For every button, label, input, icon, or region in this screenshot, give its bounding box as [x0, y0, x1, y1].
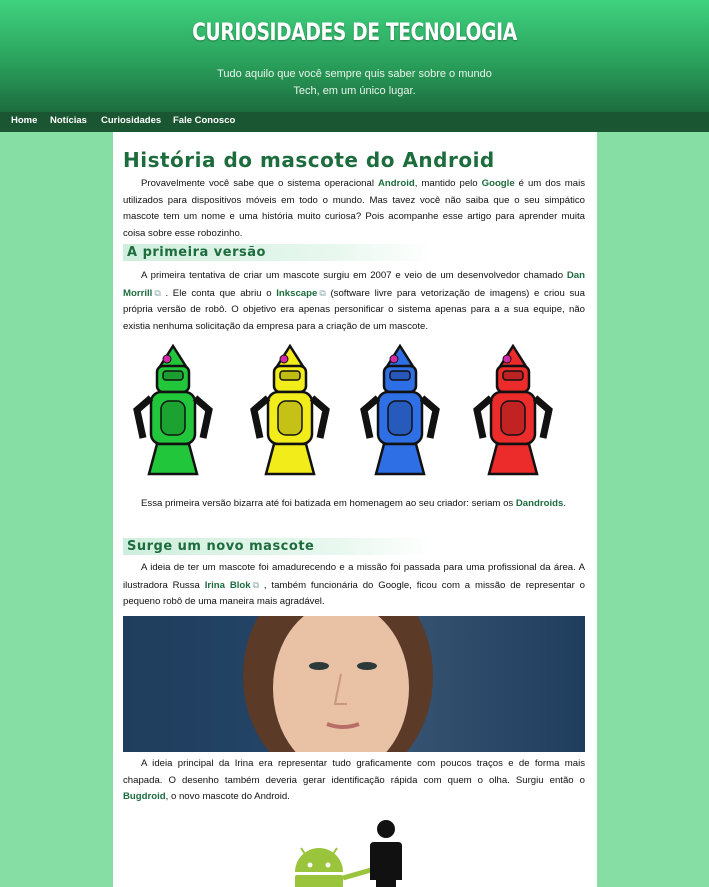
bugdroid-link[interactable]: Bugdroid: [123, 791, 166, 803]
google-link[interactable]: Google: [481, 178, 515, 189]
nav-item-noticias[interactable]: Notícias: [50, 115, 87, 126]
s2p2-text-1: A ideia principal da Irina era representar tudo graficamente com poucos traços e de forma mais chapada. O desenho também deveria gerar identificação rápida com quem o olha. Surgiu então o: [123, 758, 585, 786]
s2p1-text-2: , também funcionária do Google, ficou com a missão de representar o pequeno robô de uma maneira mais agradável.: [123, 579, 585, 608]
section1-paragraph-1: [123, 268, 585, 336]
site-title: CURIOSIDADES DE TECNOLOGIA: [192, 18, 517, 46]
site-header: [0, 0, 709, 112]
bugdroid-logo: [295, 848, 371, 887]
person-pictogram: [370, 820, 402, 887]
dandroid-blue: [364, 346, 436, 474]
dandroid-green: [137, 346, 209, 474]
intro-text-2: , mantido pelo: [414, 178, 482, 189]
external-link-icon: ⧉: [252, 579, 260, 590]
s2p1-text-1: A ideia de ter um mascote foi amadurecendo e a missão foi passada para uma profissional da área. A ilustradora Russa: [123, 562, 585, 591]
s1p1-text-3: (software livre para vetorização de imagens) e criou sua própria versão de robô. O objetivo era apenas personificar o sistema apenas para a a sua equipe, não existia nenhuma solicitação da empresa para a criação de um mascote.: [123, 287, 585, 333]
external-link-icon: ⧉: [319, 287, 326, 298]
dan-morrill-link[interactable]: Dan Morrill: [123, 270, 585, 299]
intro-text-3: é um dos mais utilizados para dispositivos móveis em todo o mundo. Mas tavez você não saiba que o seu simpático mascote tem um nome e uma história muito curiosa? Pois acompanhe esse artigo para aprender muita coisa sobre esse robozinho.: [123, 178, 585, 240]
irina-blok-link[interactable]: Irina Blok: [204, 579, 251, 591]
section1-paragraph-2: [123, 496, 585, 513]
s1p2-text-2: .: [563, 498, 566, 509]
section2-paragraph-2: [123, 756, 585, 806]
dandroid-red: [477, 346, 549, 474]
dandroids-illustration: [123, 344, 585, 484]
main-nav: [0, 112, 709, 132]
external-link-icon: ⧉: [154, 287, 161, 298]
dandroids-link[interactable]: Dandroids: [515, 498, 564, 509]
section2-paragraph-1: [123, 560, 585, 611]
dandroid-yellow: [254, 346, 326, 474]
section-heading-novo-mascote: Surge um novo mascote: [123, 538, 432, 555]
s1p2-text-1: Essa primeira versão bizarra até foi batizada em homenagem ao seu criador: seriam os: [141, 498, 516, 509]
inkscape-link[interactable]: Inkscape: [276, 287, 318, 299]
site-subtitle: [0, 66, 709, 100]
article-content: [113, 132, 597, 887]
section-heading-primeira-versao: A primeira versão: [123, 244, 432, 261]
article-title: História do mascote do Android: [123, 148, 495, 172]
nav-item-fale-conosco[interactable]: Fale Conosco: [173, 115, 236, 126]
subtitle-line-2: Tech, em um único lugar.: [293, 85, 416, 97]
s1p1-text-1: A primeira tentativa de criar um mascote surgiu em 2007 e veio de um desenvolvedor chamado: [141, 270, 567, 281]
intro-text-1: Provavelmente você sabe que o sistema operacional: [141, 178, 378, 189]
bugdroid-illustration: [283, 820, 423, 887]
subtitle-line-1: Tudo aquilo que você sempre quis saber sobre o mundo: [217, 68, 492, 80]
intro-paragraph: [123, 176, 585, 243]
s1p1-text-2: . Ele conta que abriu o: [160, 287, 277, 299]
nav-item-home[interactable]: Home: [11, 115, 38, 126]
android-link[interactable]: Android: [377, 178, 415, 189]
irina-blok-photo: [123, 616, 585, 752]
s2p2-text-2: , o novo mascote do Android.: [165, 791, 290, 803]
nav-item-curiosidades[interactable]: Curiosidades: [101, 115, 162, 126]
